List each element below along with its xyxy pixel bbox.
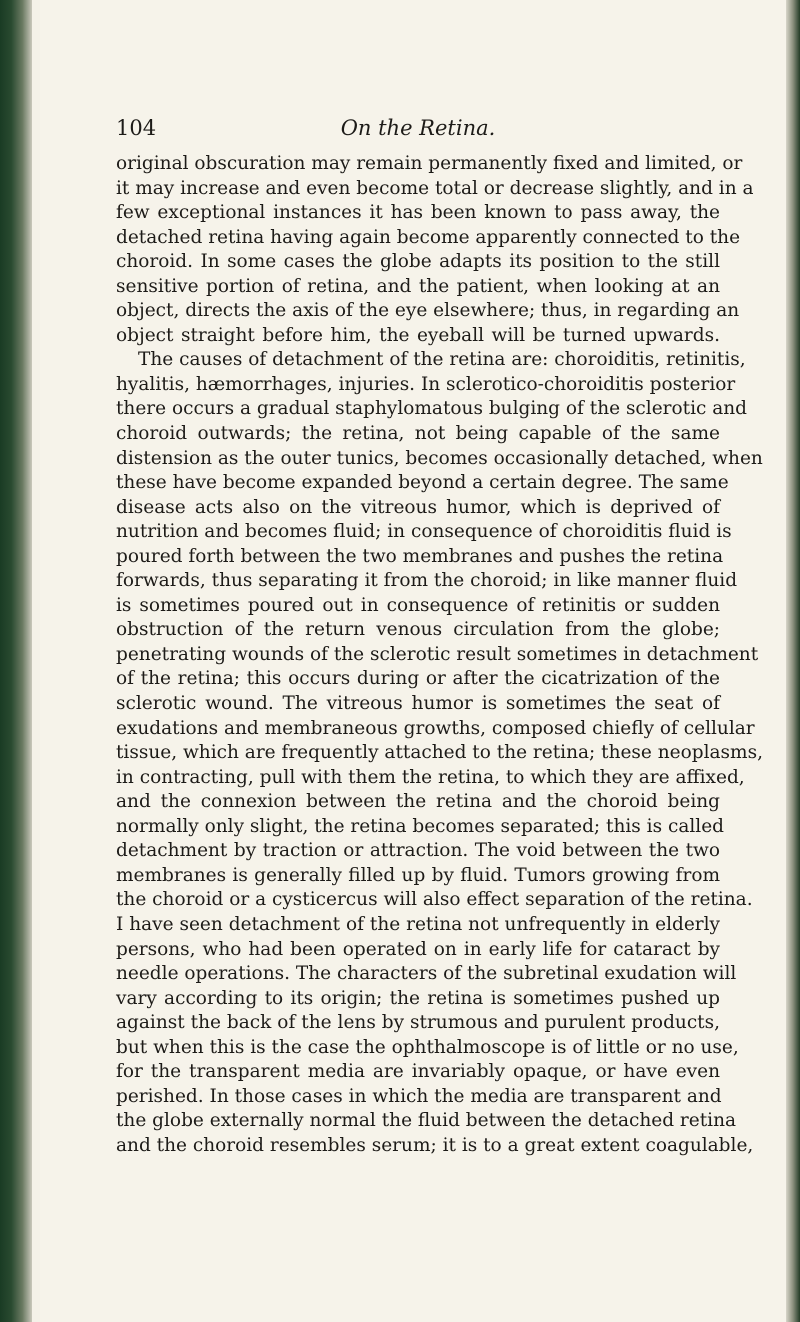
text-line: nutrition and becomes fluid; in consequence of choroiditis fluid is bbox=[116, 521, 732, 543]
text-line: and the choroid resembles serum; it is to a great extent coagulable, bbox=[116, 1134, 754, 1156]
text-line: the choroid or a cysticercus will also effect separation of the retina. bbox=[116, 889, 753, 911]
text-line: vary according to its origin; the retina is sometimes pushed up bbox=[116, 987, 720, 1009]
text-line: object, directs the axis of the eye elsewhere; thus, in regarding an bbox=[116, 300, 740, 322]
text-line: forwards, thus separating it from the choroid; in like manner fluid bbox=[116, 570, 738, 592]
text-line: I have seen detachment of the retina not unfrequently in elderly bbox=[116, 913, 720, 935]
text-line: needle operations. The characters of the subretinal exudation will bbox=[116, 963, 737, 985]
text-line: is sometimes poured out in consequence of retinitis or sudden bbox=[116, 594, 720, 616]
text-line: sensitive portion of retina, and the patient, when looking at an bbox=[116, 275, 720, 297]
text-line: for the transparent media are invariably opaque, or have even bbox=[116, 1061, 720, 1083]
text-line: normally only slight, the retina becomes separated; this is called bbox=[116, 815, 724, 837]
text-line: few exceptional instances it has been known to pass away, the bbox=[116, 202, 720, 224]
scan-edge-right bbox=[786, 0, 800, 1322]
text-line: exudations and membraneous growths, composed chiefly of cellular bbox=[116, 717, 755, 739]
scan-edge-left bbox=[0, 0, 32, 1322]
text-line: disease acts also on the vitreous humor, which is deprived of bbox=[116, 496, 720, 518]
text-line: persons, who had been operated on in early life for cataract by bbox=[116, 938, 720, 960]
text-line: it may increase and even become total or decrease slightly, and in a bbox=[116, 177, 754, 199]
text-line: detachment by traction or attraction. The void between the two bbox=[116, 840, 720, 862]
text-line: obstruction of the return venous circulation from the globe; bbox=[116, 619, 720, 641]
text-line: detached retina having again become apparently connected to the bbox=[116, 226, 741, 248]
text-line: against the back of the lens by strumous and purulent products, bbox=[116, 1012, 720, 1034]
text-line: tissue, which are frequently attached to the retina; these neoplasms, bbox=[116, 742, 763, 764]
text-line: the globe externally normal the fluid between the detached retina bbox=[116, 1110, 737, 1132]
text-line: and the connexion between the retina and the choroid being bbox=[116, 791, 720, 813]
text-line: perished. In those cases in which the media are transparent and bbox=[116, 1085, 722, 1107]
text-line: membranes is generally filled up by fluid. Tumors growing from bbox=[116, 864, 720, 886]
book-page bbox=[40, 0, 786, 1322]
text-line: choroid. In some cases the globe adapts its position to the still bbox=[116, 251, 720, 273]
text-line: original obscuration may remain permanently fixed and limited, or bbox=[116, 153, 743, 174]
text-line: object straight before him, the eyeball will be turned upwards. bbox=[116, 324, 720, 346]
text-line: of the retina; this occurs during or after the cicatrization of the bbox=[116, 668, 720, 690]
paragraph-start-line: The causes of detachment of the retina are: choroiditis, retinitis, bbox=[138, 349, 746, 371]
page-header bbox=[116, 116, 720, 148]
running-title: On the Retina. bbox=[340, 116, 496, 140]
page-number: 104 bbox=[116, 116, 157, 140]
text-line: choroid outwards; the retina, not being capable of the same bbox=[116, 423, 720, 445]
text-line: sclerotic wound. The vitreous humor is sometimes the seat of bbox=[116, 693, 720, 715]
text-line: there occurs a gradual staphylomatous bulging of the sclerotic and bbox=[116, 398, 748, 420]
text-line: hyalitis, hæmorrhages, injuries. In sclerotico-choroiditis posterior bbox=[116, 373, 736, 395]
text-line: these have become expanded beyond a certain degree. The same bbox=[116, 472, 729, 494]
text-line: but when this is the case the ophthalmoscope is of little or no use, bbox=[116, 1036, 739, 1058]
text-line: poured forth between the two membranes and pushes the retina bbox=[116, 545, 724, 567]
text-line: penetrating wounds of the sclerotic result sometimes in detachment bbox=[116, 643, 759, 665]
text-line: in contracting, pull with them the retina, to which they are affixed, bbox=[116, 766, 745, 788]
body-text bbox=[116, 152, 763, 1158]
text-line: distension as the outer tunics, becomes occasionally detached, when bbox=[116, 447, 763, 469]
